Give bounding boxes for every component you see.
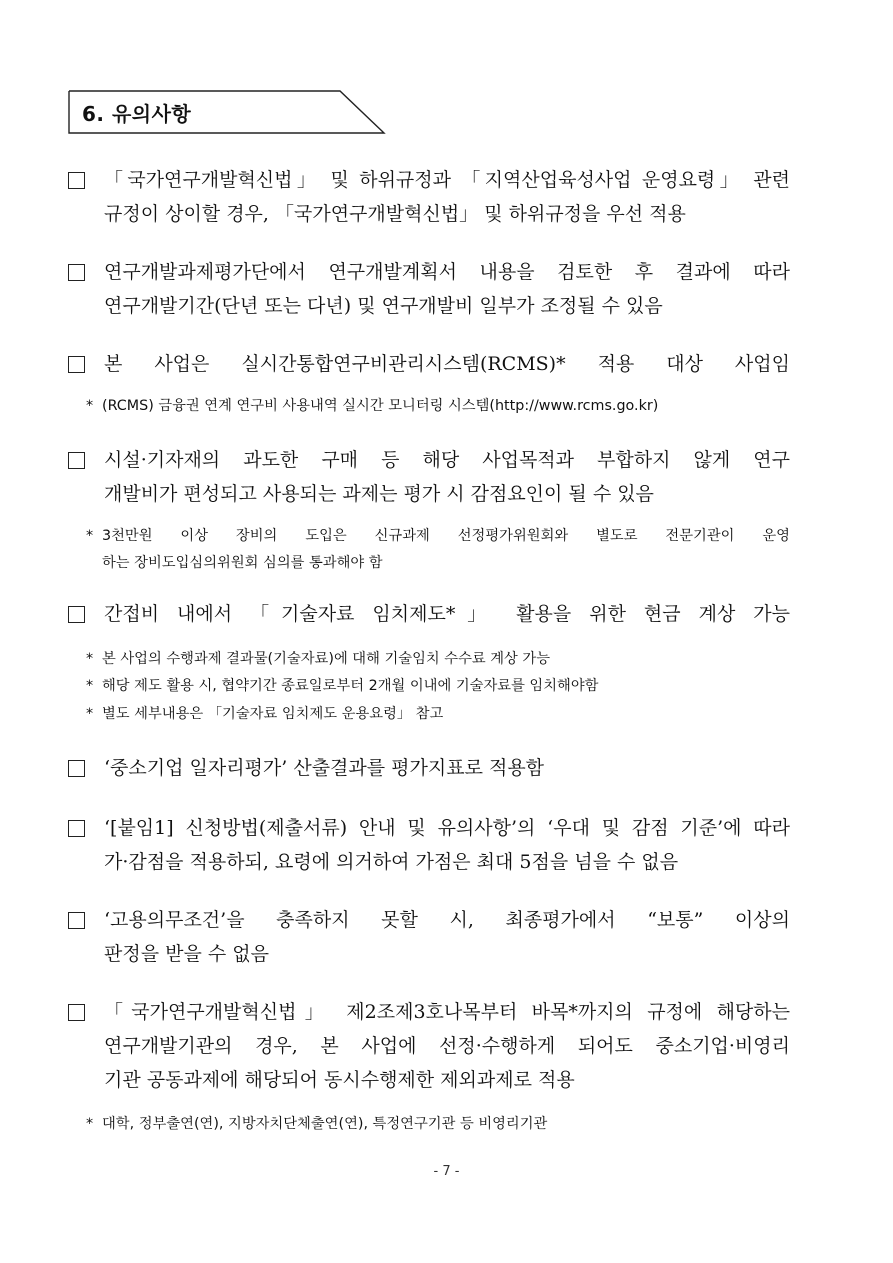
item-line: 판정을 받을 수 없음 — [104, 943, 269, 965]
checkbox-square-icon — [68, 172, 85, 189]
item-line: 연구개발과제평가단에서 연구개발계획서 내용을 검토한 후 결과에 따라 — [104, 261, 790, 283]
footnote-text: 해당 제도 활용 시, 협약기간 종료일로부터 2개월 이내에 기술자료를 임치해야함 — [102, 678, 599, 694]
item-line: 간접비 내에서 「기술자료 임치제도*」 활용을 위한 현금 계상 가능 — [104, 603, 790, 625]
footnote-text: 대학, 정부출연(연), 지방자치단체출연(연), 특정연구기관 등 비영리기관 — [102, 1116, 548, 1132]
footnote-text: 하는 장비도입심의위원회 심의를 통과해야 함 — [102, 555, 383, 571]
item-line: ‘고용의무조건’을 충족하지 못할 시, 최종평가에서 “보통” 이상의 — [104, 909, 790, 931]
checkbox-square-icon — [68, 606, 85, 623]
footnote-text: 3천만원 이상 장비의 도입은 신규과제 선정평가위원회와 별도로 전문기관이 운영 — [102, 528, 790, 544]
footnote-marker: * — [86, 706, 94, 722]
item-line: ‘[붙임1] 신청방법(제출서류) 안내 및 유의사항’의 ‘우대 및 감점 기준’에 따라 — [104, 817, 790, 839]
checkbox-square-icon — [68, 760, 85, 777]
checkbox-square-icon — [68, 452, 85, 469]
checkbox-square-icon — [68, 264, 85, 281]
item-line: 본 사업은 실시간통합연구비관리시스템(RCMS)* 적용 대상 사업임 — [104, 353, 790, 375]
item-line: 연구개발기간(단년 또는 다년) 및 연구개발비 일부가 조정될 수 있음 — [104, 295, 663, 317]
page-number: - 7 - — [433, 1164, 460, 1179]
item-line: 개발비가 편성되고 사용되는 과제는 평가 시 감점요인이 될 수 있음 — [104, 483, 654, 505]
item-line: 「국가연구개발혁신법」 제2조제3호나목부터 바목*까지의 규정에 해당하는 — [104, 1001, 790, 1023]
footnote-marker: * — [86, 651, 94, 667]
checkbox-square-icon — [68, 1004, 85, 1021]
footnote-marker: * — [86, 678, 94, 694]
checkbox-square-icon — [68, 356, 85, 373]
footnote-text: 별도 세부내용은 「기술자료 임치제도 운용요령」 참고 — [102, 706, 444, 722]
checkbox-square-icon — [68, 912, 85, 929]
footnote-text: (RCMS) 금융권 연계 연구비 사용내역 실시간 모니터링 시스템(http://www.rcms.go.kr) — [102, 398, 659, 414]
section-heading: 6. 유의사항 — [82, 102, 192, 126]
checkbox-square-icon — [68, 820, 85, 837]
item-line: 규정이 상이할 경우, 「국가연구개발혁신법」 및 하위규정을 우선 적용 — [104, 203, 686, 225]
footnote-marker: * — [86, 398, 94, 414]
item-line: 연구개발기관의 경우, 본 사업에 선정·수행하게 되어도 중소기업·비영리 — [104, 1035, 790, 1057]
item-line: 「국가연구개발혁신법」 및 하위규정과 「지역산업육성사업 운영요령」 관련 — [104, 169, 790, 191]
item-line: 기관 공동과제에 해당되어 동시수행제한 제외과제로 적용 — [104, 1069, 575, 1091]
footnote-marker: * — [86, 1116, 94, 1132]
item-line: ‘중소기업 일자리평가’ 산출결과를 평가지표로 적용함 — [104, 757, 545, 779]
item-line: 가·감점을 적용하되, 요령에 의거하여 가점은 최대 5점을 넘을 수 없음 — [104, 851, 679, 873]
footnote-text: 본 사업의 수행과제 결과물(기술자료)에 대해 기술임치 수수료 계상 가능 — [102, 651, 551, 667]
section-heading-box — [68, 90, 386, 134]
footnote-marker: * — [86, 528, 94, 544]
item-line: 시설·기자재의 과도한 구매 등 해당 사업목적과 부합하지 않게 연구 — [104, 449, 790, 471]
